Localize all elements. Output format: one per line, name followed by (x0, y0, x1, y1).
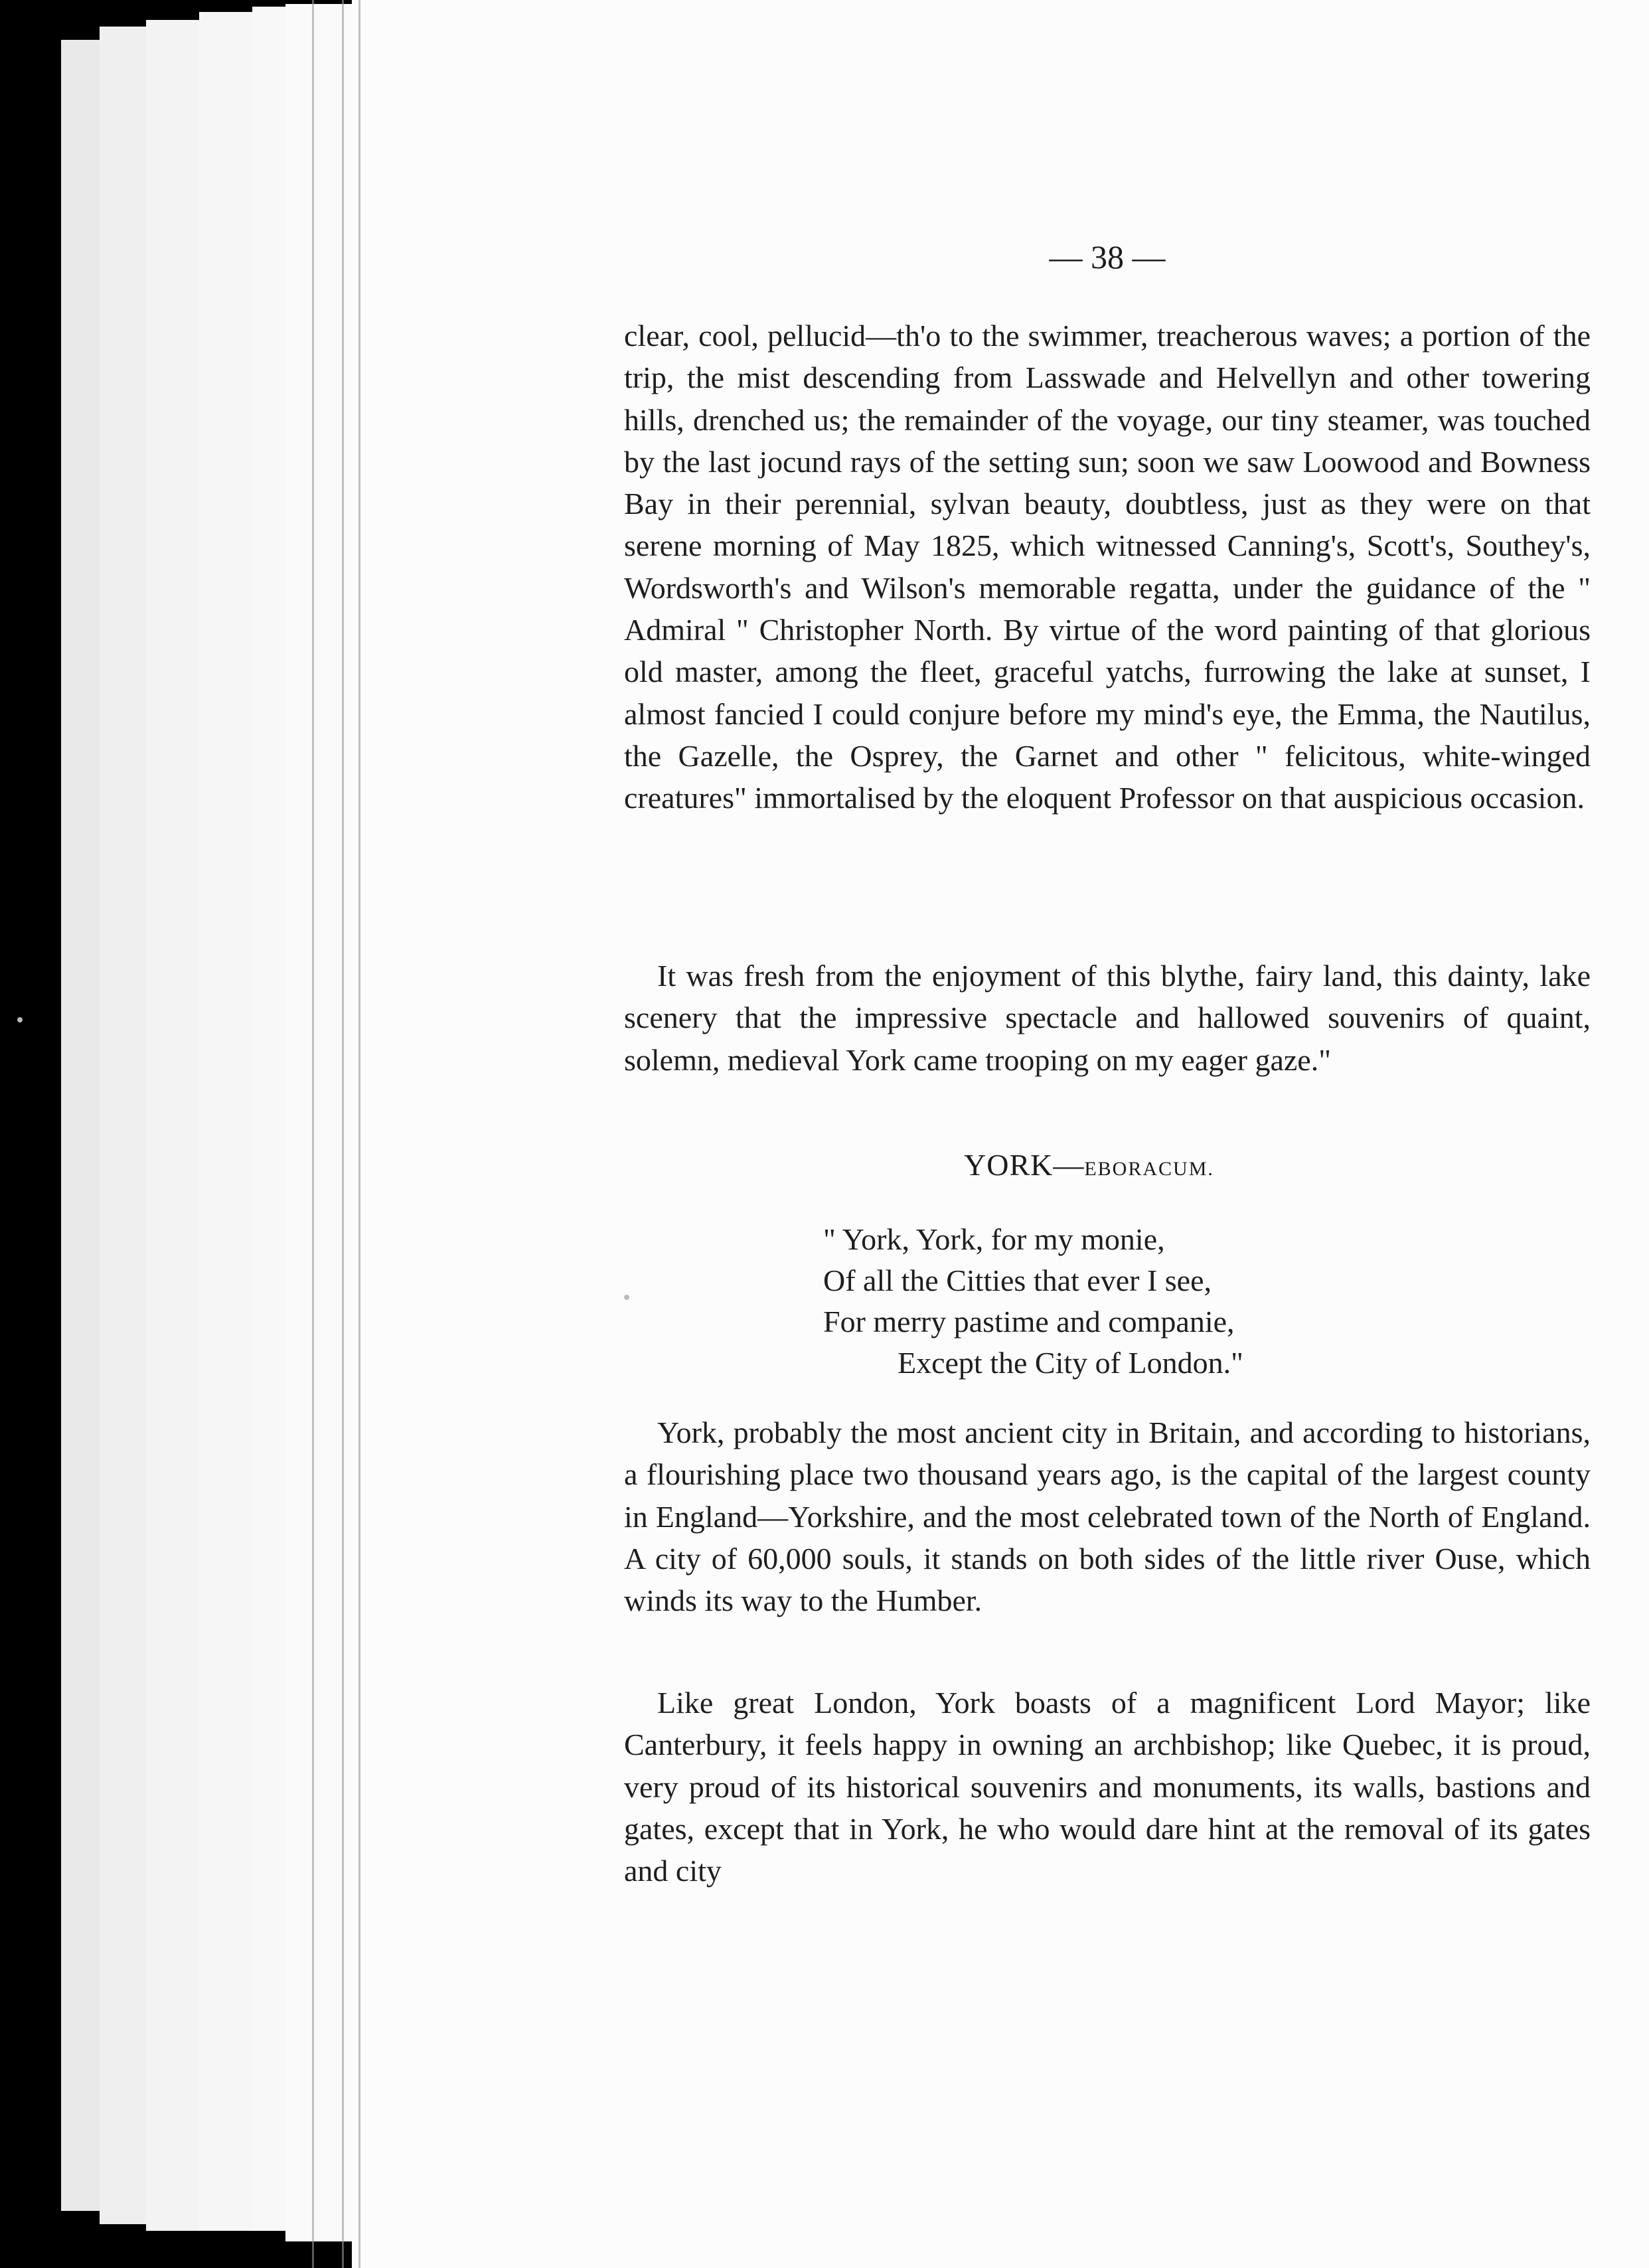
paragraph-3 (624, 1412, 1591, 1621)
verse-line: For merry pastime and companie, (823, 1305, 1235, 1338)
page-number: — 38 — (1049, 238, 1166, 276)
paragraph-2 (624, 955, 1591, 1081)
scan-speck (17, 1017, 23, 1022)
verse-line: " York, York, for my monie, (823, 1222, 1165, 1256)
verse-quote (823, 1219, 1421, 1384)
paragraph-2-text: It was fresh from the enjoyment of this blythe, fairy land, this dainty, lake scenery that the impressive spectacle and hallowed souvenirs of quaint, solemn, medieval York came trooping on my eager gaze." (624, 959, 1591, 1077)
gutter-line (312, 0, 314, 2268)
paragraph-3-text: York, probably the most ancient city in Britain, and according to historians, a flourishing place two thousand years ago, is the capital of the largest county in England—Yorkshire, and the most celebrated town of the North of England. A city of 60,000 souls, it stands on both sides of the little river Ouse, which winds its way to the Humber. (624, 1416, 1591, 1618)
section-heading (964, 1147, 1296, 1182)
verse-line: Of all the Citties that ever I see, (823, 1263, 1212, 1297)
verse-line: Except the City of London." (898, 1346, 1243, 1380)
scan-speck (624, 1295, 629, 1300)
paragraph-4 (624, 1682, 1591, 1892)
heading-main: YORK— (964, 1148, 1085, 1182)
paragraph-1 (624, 315, 1591, 819)
heading-sub: EBORACUM. (1084, 1158, 1214, 1180)
paragraph-1-text: clear, cool, pellucid—th'o to the swimmer, treacherous waves; a portion of the trip, the mist descending from Lasswade and Helvellyn and other towering hills, drenched us; the remainder of the voyage, our tiny steamer, was touched by the last jocund rays of the setting sun; soon we saw Loowood and Bowness Bay in their perennial, sylvan beauty, doubtless, just as they were on that serene morning of May 1825, which witnessed Canning's, Scott's, Southey's, Wordsworth's and Wilson's memorable regatta, under the guidance of the " Admiral " Christopher North. By virtue of the word painting of that glorious old master, among the fleet, graceful yatchs, furrowing the lake at sunset, I almost fancied I could conjure before my mind's eye, the Emma, the Nautilus, the Gazelle, the Osprey, the Garnet and other " felicitous, white-winged creatures" immortalised by the eloquent Professor on that auspicious occasion. (624, 319, 1591, 815)
gutter-line (342, 0, 344, 2268)
paragraph-4-text: Like great London, York boasts of a magnificent Lord Mayor; like Canterbury, it feels happy in owning an archbishop; like Quebec, it is proud, very proud of its historical souvenirs and monuments, its walls, bastions and gates, except that in York, he who would dare hint at the removal of its gates and city (624, 1686, 1591, 1888)
gutter-line (358, 0, 360, 2268)
